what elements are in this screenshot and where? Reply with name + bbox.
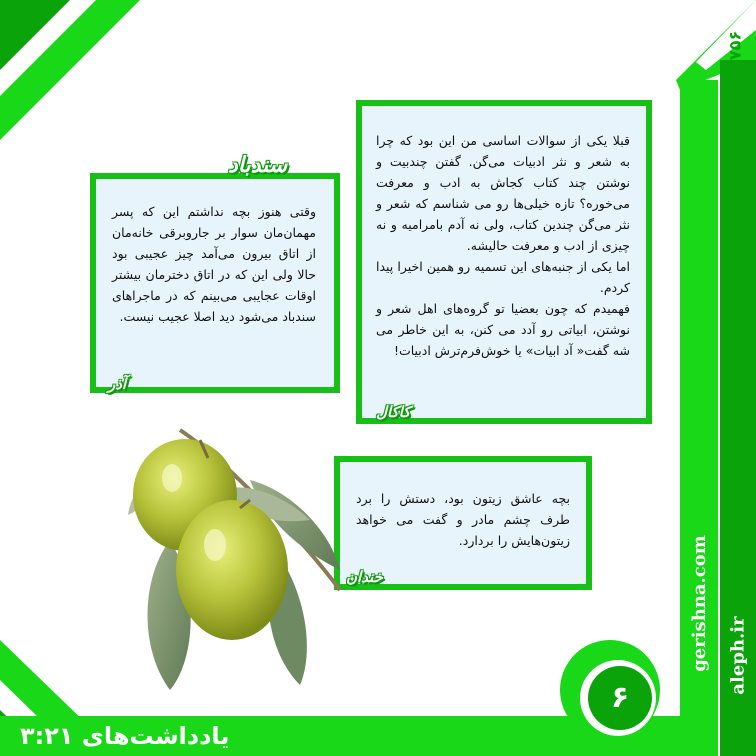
- note-text: قبلا یکی از سوالات اساسی من این بود که چرا به شعر و نثر ادبیات می‌گن. گفتن چندبیت و نوشتن چند کتاب کجاش به ادب و معرفت می‌خوره؟ تازه خیلی‌ها رو می شناسم که شعر و نثر می‌گن چندین کتاب، ولی نه آدم بامرامیه و نه چیزی از ادب و معرفت حالیشه.: [376, 133, 630, 253]
- note-box-literature: [356, 100, 652, 424]
- site-url-gerishna: gerishna.com: [688, 534, 710, 672]
- note-signature: خندان: [346, 568, 383, 586]
- olive-branch-image: [100, 420, 360, 700]
- note-title: سندباد: [228, 153, 288, 178]
- note-signature: کاکال: [376, 403, 411, 421]
- corner-decoration-top-left: [0, 0, 140, 140]
- page-circle-number: ۶: [588, 666, 652, 730]
- note-text: فهمیدم که چون بعضیا تو گروه‌های اهل شعر و نوشتن، ابیاتی رو آدد می کنن، به این خاطر می شه گفت« آد ابیات» یا خوش‌فرم‌ترش ادبیات!: [376, 301, 630, 358]
- footer-title: یادداشت‌های ۳:۲۱: [20, 722, 230, 750]
- site-url-aleph-wrapper: [658, 615, 756, 695]
- note-signature: آذر: [108, 375, 127, 393]
- note-text: بچه عاشق زیتون بود، دستش را برد طرف چشم مادر و گفت می خواهد زیتون‌هایش را بردارد.: [356, 491, 570, 548]
- page-number: ۷۵۶: [725, 30, 745, 61]
- site-url-aleph: aleph.ir: [727, 615, 749, 695]
- note-text: اما یکی از جنبه‌های این تسمیه رو همین اخیرا پیدا کردم.: [376, 259, 630, 295]
- note-box-sindbad: [90, 173, 340, 393]
- note-text: وقتی هنوز بچه نداشتم این که پسر مهمان‌مان سوار بر جاروبرقی خانه‌مان از اتاق بیرون می‌آمد چیز عجیبی بود حالا ولی این که در اتاق دخترمان بیشتر اوقات عجایبی می‌بینم که در ماجراهای سندباد می‌شود دید اصلا عجیب نیست.: [112, 204, 316, 324]
